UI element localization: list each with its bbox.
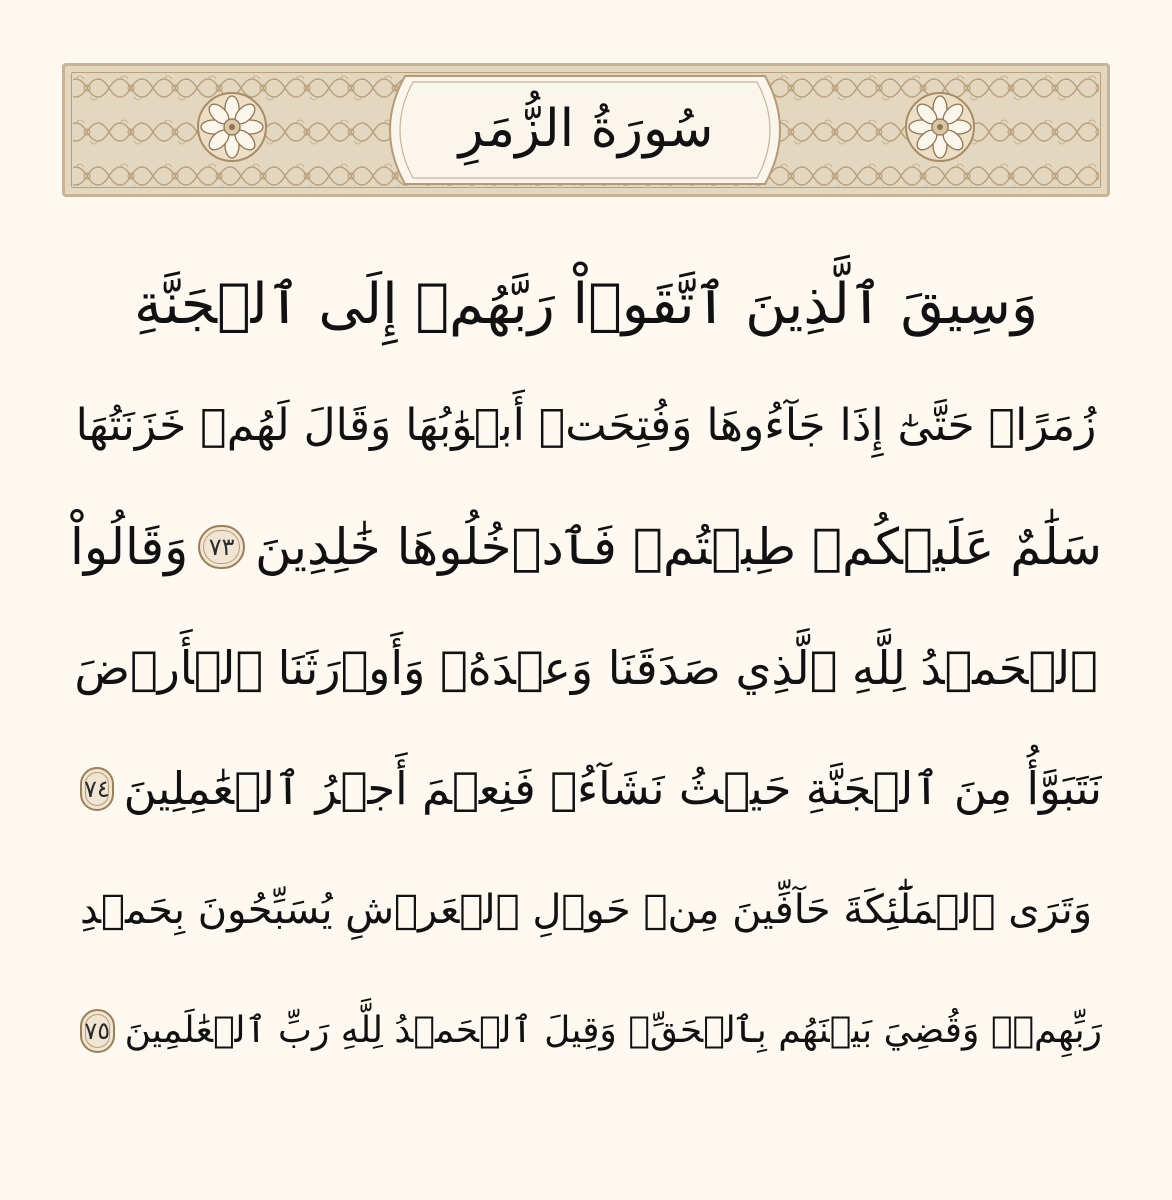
ayah-number-marker [80,767,114,811]
verse-line-1 [70,244,1102,365]
verse-line-text: وَسِيقَ ٱلَّذِينَ ٱتَّقَوۡاْ رَبَّهُمۡ إِلَى ٱلۡجَنَّةِ [133,272,1039,337]
verse-line-text: وَتَرَى ٱلۡمَلَٰٓئِكَةَ حَآفِّينَ مِنۡ حَوۡلِ ٱلۡعَرۡشِ يُسَبِّحُونَ بِحَمۡدِ [79,886,1093,933]
verse-line-text: ٱلۡحَمۡدُ لِلَّهِ ٱلَّذِي صَدَقَنَا وَعۡدَهُۥ وَأَوۡرَثَنَا ٱلۡأَرۡضَ [74,640,1098,695]
verse-line-3 [70,486,1102,607]
verse-line-2 [70,365,1102,486]
right-rosette-icon [903,90,977,164]
verse-line-text: وَقَالُواْ [70,517,189,576]
surah-header-banner [62,63,1110,197]
ayah-number-marker [80,1009,115,1053]
verse-line-text: زُمَرًاۖ حَتَّىٰٓ إِذَا جَآءُوهَا وَفُتِحَتۡ أَبۡوَٰبُهَا وَقَالَ لَهُمۡ خَزَنَتُهَا [75,400,1097,451]
ayah-number: ٧٣ [208,532,235,561]
ayah-number-marker [198,525,245,569]
verse-line-7 [70,970,1102,1091]
ayah-number: ٧٥ [84,1016,111,1045]
verse-line-text: نَتَبَوَّأُ مِنَ ٱلۡجَنَّةِ حَيۡثُ نَشَآءُۖ فَنِعۡمَ أَجۡرُ ٱلۡعَٰمِلِينَ [123,762,1102,815]
verse-line-6 [70,849,1102,970]
verse-text-block [70,244,1102,1091]
surah-title: سُورَةُ الزُّمَرِ [458,99,714,159]
ayah-number: ٧٤ [83,774,110,803]
verse-line-4 [70,607,1102,728]
left-rosette-icon [195,90,269,164]
verse-line-text: سَلَٰمٌ عَلَيۡكُمۡ طِبۡتُمۡ فَٱدۡخُلُوهَا خَٰلِدِينَ [255,517,1102,576]
surah-title-cartouche [407,72,765,188]
verse-line-text: رَبِّهِمۡۚ وَقُضِيَ بَيۡنَهُم بِٱلۡحَقِّۚ وَقِيلَ ٱلۡحَمۡدُ لِلَّهِ رَبِّ ٱلۡعَٰلَمِينَ [124,1010,1102,1051]
verse-line-5 [70,728,1102,849]
